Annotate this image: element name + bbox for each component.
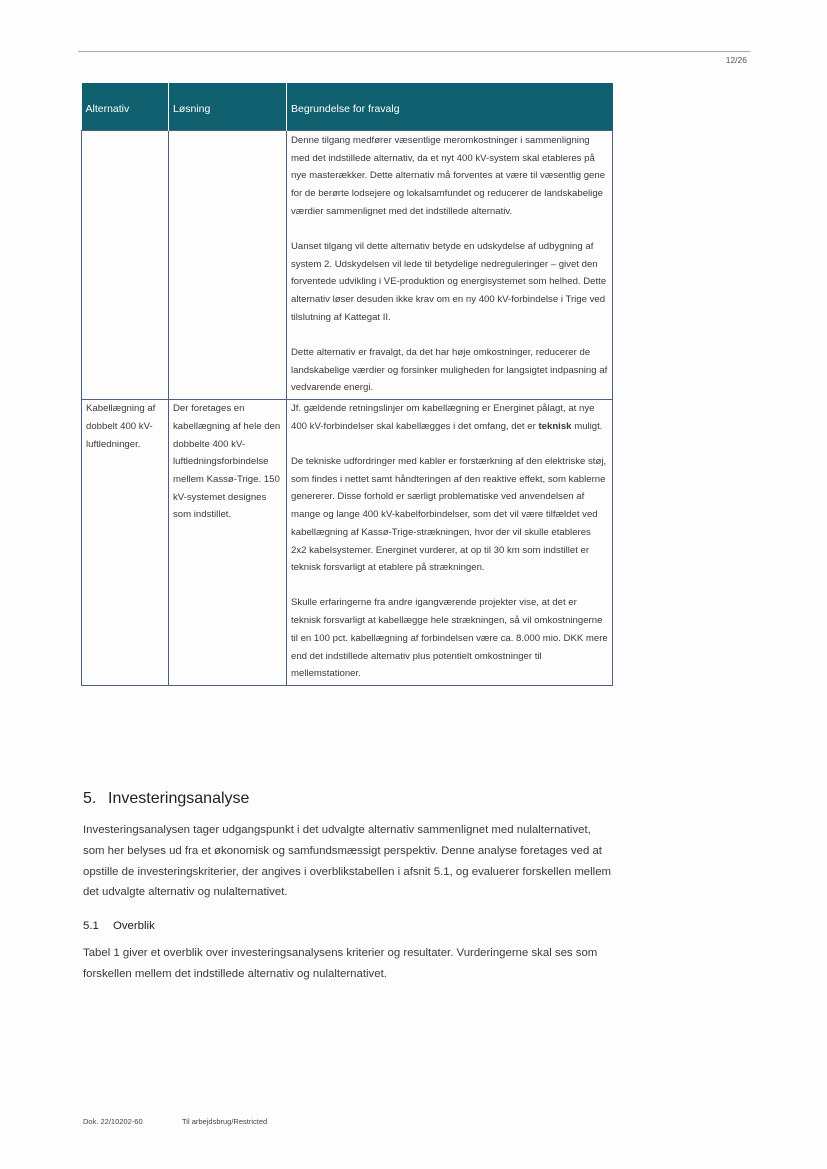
row2-reason-p1-bold: teknisk	[538, 420, 572, 432]
row1-solution	[169, 131, 287, 400]
footer-classification: Til arbejdsbrug/Restricted	[182, 1117, 268, 1126]
footer-doc-number: Dok. 22/10202-60	[83, 1117, 143, 1126]
alternatives-table	[81, 83, 613, 686]
row2-reason	[287, 400, 613, 686]
header-begrundelse: Begrundelse for fravalg	[287, 83, 613, 131]
table-row	[82, 131, 613, 400]
row2-reason-p1	[291, 400, 608, 435]
section-5-1-heading	[83, 920, 155, 932]
section-5-paragraph: Investeringsanalysen tager udgangspunkt i det udvalgte alternativ sammenlignet med nulalternativet, som her belyses ud fra et økonomisk og samfundsmæssigt perspektiv. Denne analyse foretages ved at opstille de investeringskriterier, der angives i overblikstabellen i afsnit 5.1, og evaluerer forskellen mellem det udvalgte alternativ og nulalternativet.	[83, 824, 612, 899]
section-5-1-title: Overblik	[113, 920, 155, 932]
row2-alternative: Kabellægning af dobbelt 400 kV-luftledninger.	[82, 400, 169, 686]
row1-alternative	[82, 131, 169, 400]
header-alternativ: Alternativ	[82, 83, 169, 131]
table-row	[82, 400, 613, 686]
row1-reason-p1: Denne tilgang medfører væsentlige meromkostninger i sammenligning med det indstillede alternativ, da et nyt 400 kV-system skal etableres på nye masterækker. Dette alternativ må forventes at være til væsentlig gene for de berørte lodsejere og lokalsamfundet og reducerer de landskabelige værdier sammenlignet med det indstillede alternativ.	[291, 135, 606, 217]
row2-reason-p1-end: muligt.	[571, 420, 603, 432]
header-rule	[78, 51, 750, 52]
section-5-1-paragraph: Tabel 1 giver et overblik over investeringsanalysens kriterier og resultater. Vurderingerne skal ses som forskellen mellem det indstillede alternativ og nulalternativet.	[83, 947, 598, 980]
header-losning: Løsning	[169, 83, 287, 131]
row2-reason-p3: Skulle erfaringerne fra andre igangværende projekter vise, at det er teknisk forsvarligt at kabellægge hele strækningen, så vil omkostningerne til en 100 pct. kabellægning af forbindelsen være ca. 8.000 mio. DKK mere end det indstillede alternativ plus potentielt omkostninger til mellemstationer.	[291, 597, 608, 680]
page-number: 12/26	[725, 55, 747, 65]
section-5-number: 5.	[83, 790, 97, 807]
section-5-heading	[83, 790, 249, 808]
row2-solution: Der foretages en kabellægning af hele den dobbelte 400 kV-luftledningsforbindelse mellem Kassø-Trige. 150 kV-systemet designes som indstillet.	[169, 400, 287, 686]
row1-reason-p2: Uanset tilgang vil dette alternativ betyde en udskydelse af udbygning af system 2. Udskydelsen vil lede til betydelige nedreguleringer – givet den forventede udvikling i VE-produktion og energisystemet som helhed. Dette alternativ løser desuden ikke krav om en ny 400 kV-forbindelse i Trige ved tilslutning af Kattegat II.	[291, 241, 607, 323]
section-5-title: Investeringsanalyse	[108, 790, 250, 807]
row1-reason-p3: Dette alternativ er fravalgt, da det har høje omkostninger, reducerer de landskabelige værdier og forsinker muligheden for langsigtet indpasning af vedvarende energi.	[291, 347, 608, 394]
row2-reason-p2: De tekniske udfordringer med kabler er forstærkning af den elektriske støj, som findes i nettet samt håndteringen af den reaktive effekt, som kablerne genererer. Disse forhold er særligt problematiske ved anvendelsen af mange og lange 400 kV-kabelforbindelser, som det vil være tilfældet ved kabellægning af Kassø-Trige-strækningen, hvor der vil skulle etableres 2x2 kabelsystemer. Energinet vurderer, at op til 30 km som indstillet er teknisk forsvarligt at etablere på strækningen.	[291, 456, 607, 574]
row2-reason-p1-start: Jf. gældende retningslinjer om kabellægning er Energinet pålagt, at nye 400 kV-forbindelser skal kabellægges i det omfang, det er	[291, 403, 595, 432]
row1-reason	[287, 131, 613, 400]
table-header-row	[82, 83, 613, 131]
section-5-1-number: 5.1	[83, 920, 99, 932]
